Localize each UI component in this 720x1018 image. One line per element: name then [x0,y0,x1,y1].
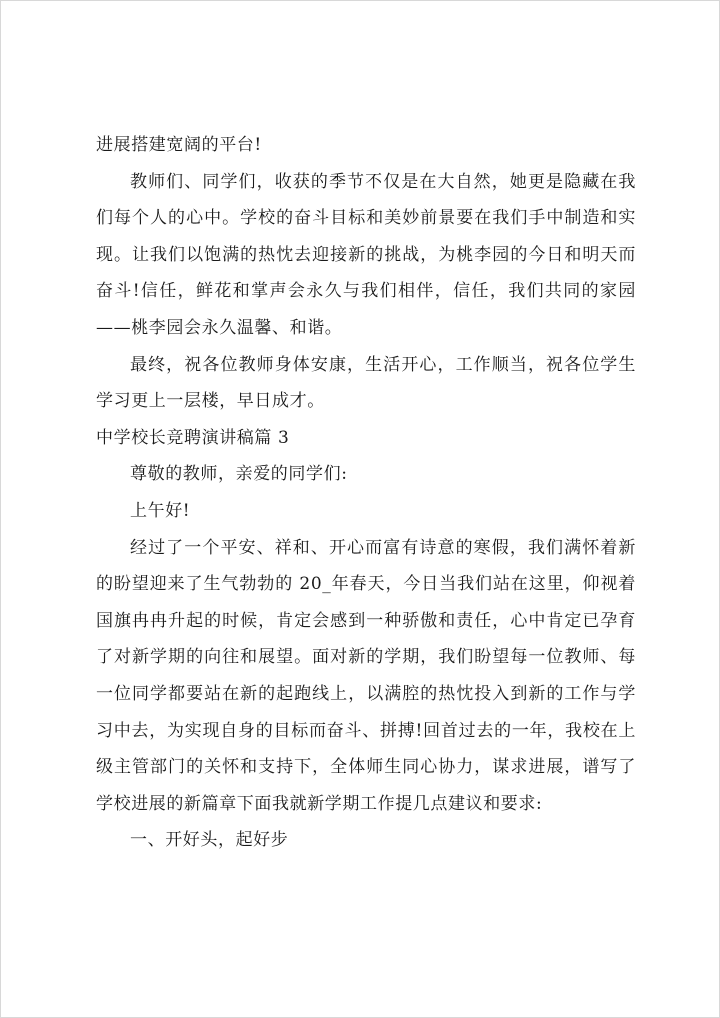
salutation: 尊敬的教师，亲爱的同学们: [130,464,348,485]
greeting: 上午好! [130,500,191,521]
paragraph-closing-remarks: 教师们、同学们，收获的季节不仅是在大自然，她更是隐藏在我们每个人的心中。学校的奋斗目标和美妙前景要在我们手中制造和实现。让我们以饱满的热忱去迎接新的挑战，为桃李园的今日和明天而奋斗!信任，鲜花和掌声会永久与我们相伴，信任，我们共同的家园——桃李园会永久温馨、和谐。 [96,171,636,338]
paragraph-new-semester: 经过了一个平安、祥和、开心而富有诗意的寒假，我们满怀着新的盼望迎来了生气勃勃的 20_年春天，今日当我们站在这里，仰视着国旗冉冉升起的时候，肯定会感到一种骄傲和责任，心中肯定已孕育了对新学期的向往和展望。面对新的学期，我们盼望每一位教师、每一位同学都要站在新的起跑线上，以满腔的热忱投入到新的工作与学习中去，为实现自身的目标而奋斗、拼搏!回首过去的一年，我校在上级主管部门的关怀和支持下，全体师生同心协力，谋求进展，谱写了学校进展的新篇章下面我就新学期工作提几点建议和要求: [96,537,636,814]
section-title: 中学校长竞聘演讲稿篇 3 [96,427,290,448]
subheading-point-one: 一、开好头，起好步 [130,830,289,851]
paragraph-final-wishes: 最终，祝各位教师身体安康，生活开心，工作顺当，祝各位学生学习更上一层楼，早日成才。 [96,354,636,412]
document-body [96,127,636,859]
paragraph-continuation: 进展搭建宽阔的平台! [96,135,262,155]
